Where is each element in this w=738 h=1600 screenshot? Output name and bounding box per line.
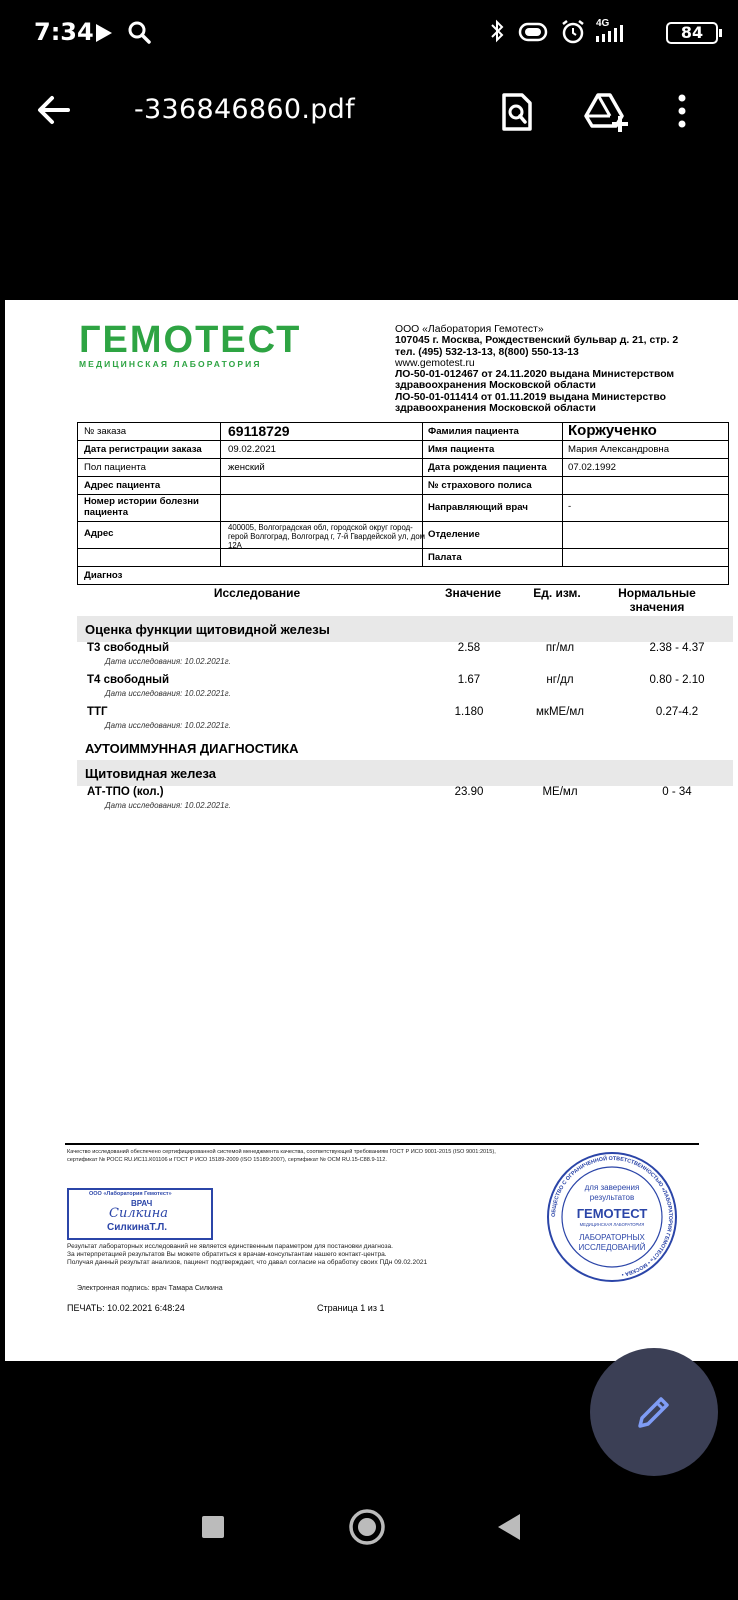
order-value: 69118729 bbox=[228, 423, 290, 439]
network-type: 4G bbox=[596, 18, 610, 29]
company-name: ООО «Лаборатория Гемотест» bbox=[395, 324, 544, 335]
result-name: АТ-ТПО (кол.) bbox=[87, 786, 164, 798]
seal-top: для заверения bbox=[584, 1183, 640, 1192]
edit-fab-button[interactable] bbox=[590, 1348, 718, 1476]
address-label: Адрес bbox=[84, 528, 114, 539]
electronic-signature: Электронная подпись: врач Тамара Силкина bbox=[77, 1285, 223, 1292]
diagnosis-label: Диагноз bbox=[84, 570, 123, 581]
header-study: Исследование bbox=[213, 586, 301, 600]
name-label: Имя пациента bbox=[428, 444, 495, 455]
search-status-icon bbox=[127, 20, 151, 44]
alarm-icon bbox=[560, 18, 586, 46]
section-thyroid bbox=[77, 760, 733, 786]
result-unit: МЕ/мл bbox=[542, 786, 578, 798]
vibrate-icon bbox=[516, 22, 550, 42]
info-row-reg bbox=[78, 441, 728, 459]
reg-date-value: 09.02.2021 bbox=[228, 444, 277, 455]
address-value: 400005, Волгоградская обл, городской округ город-герой Волгоград, Волгоград г, 7-й Гвардейской ул, дом 12А bbox=[228, 523, 426, 550]
result-row-t3 bbox=[77, 640, 727, 671]
disclaimer-line-2: За интерпретацией результатов Вы можете обратиться к врачам-консультантам нашего контакт-центра. bbox=[67, 1251, 387, 1258]
patient-info-table bbox=[77, 422, 729, 585]
seal-bottom1: ЛАБОРАТОРНЫХ bbox=[579, 1233, 645, 1242]
sex-value: женский bbox=[228, 462, 265, 473]
surname-label: Фамилия пациента bbox=[428, 426, 519, 437]
section-autoimmune bbox=[77, 735, 733, 761]
add-to-drive-icon[interactable] bbox=[584, 92, 630, 132]
info-row-order bbox=[78, 423, 728, 441]
footer-divider bbox=[65, 1143, 699, 1145]
result-value: 2.58 bbox=[457, 642, 481, 654]
page-number: Страница 1 из 1 bbox=[317, 1303, 385, 1313]
department-label: Отделение bbox=[428, 529, 480, 540]
result-date: Дата исследования: 10.02.2021г. bbox=[105, 689, 231, 698]
seal-name: ГЕМОТЕСТ bbox=[576, 1206, 648, 1221]
section-thyroid-function bbox=[77, 616, 733, 642]
disclaimer bbox=[67, 1243, 487, 1267]
history-label: Номер истории болезни пациента bbox=[84, 496, 199, 518]
result-name: Т4 свободный bbox=[87, 674, 170, 686]
quality-statement: Качество исследований обеспечено сертифицированной системой менеджмента качества, соответствующей требованиям ГОСТ Р ИСО 9001-2015 (ISO 9001:2015), сертификат № РОСС RU.ИС11.К01106 и ГОСТ Р ИСО 15189-2009 (ISO 15189:2007), сертификат № ОСМ RU.15-С88.9-112. bbox=[67, 1149, 496, 1163]
print-timestamp: ПЕЧАТЬ: 10.02.2021 6:48:24 bbox=[67, 1303, 185, 1313]
company-info bbox=[395, 324, 725, 414]
name-value: Мария Александровна bbox=[568, 444, 670, 455]
company-address: 107045 г. Москва, Рождественский бульвар д. 21, стр. 2 bbox=[395, 335, 679, 347]
battery-indicator: 84 bbox=[666, 22, 718, 44]
result-date: Дата исследования: 10.02.2021г. bbox=[105, 657, 231, 666]
header-value: Значение bbox=[444, 586, 502, 600]
ward-label: Палата bbox=[428, 552, 462, 563]
result-name: ТТГ bbox=[87, 706, 108, 718]
result-norm: 0.27-4.2 bbox=[655, 706, 699, 718]
disclaimer-line-1: Результат лабораторных исследований не является единственным параметром для постановки диагноза. bbox=[67, 1243, 394, 1250]
license-1a: ЛО-50-01-012467 от 24.11.2020 выдана Министерством bbox=[395, 369, 675, 381]
result-date: Дата исследования: 10.02.2021г. bbox=[105, 801, 231, 810]
back-arrow-icon[interactable] bbox=[36, 92, 72, 128]
media-play-icon bbox=[96, 24, 112, 42]
pdf-viewer-toolbar bbox=[0, 70, 738, 154]
info-row-history bbox=[78, 495, 728, 522]
seal-top2: результатов bbox=[589, 1193, 635, 1202]
company-phone: тел. (495) 532-13-13, 8(800) 550-13-13 bbox=[395, 346, 579, 358]
result-value: 1.180 bbox=[454, 706, 484, 718]
status-bar bbox=[0, 0, 738, 70]
status-time: 7:34 bbox=[34, 18, 94, 46]
bluetooth-icon bbox=[488, 18, 506, 44]
result-value: 1.67 bbox=[457, 674, 481, 686]
result-name: Т3 свободный bbox=[87, 642, 170, 654]
document-title: -336846860.pdf bbox=[134, 94, 355, 125]
result-value: 23.90 bbox=[454, 786, 484, 798]
home-button[interactable] bbox=[348, 1508, 386, 1546]
result-unit: нг/дл bbox=[546, 674, 574, 686]
info-row-ward bbox=[78, 549, 728, 567]
system-navigation-bar bbox=[0, 1490, 738, 1600]
license-2b: здравоохранения Московской области bbox=[395, 403, 596, 415]
more-options-icon[interactable] bbox=[674, 92, 690, 132]
stamp-role: ВРАЧ bbox=[131, 1199, 153, 1208]
result-norm: 0.80 - 2.10 bbox=[649, 674, 705, 686]
doctor-label: Направляющий врач bbox=[428, 502, 528, 513]
gemotest-logo bbox=[79, 319, 302, 369]
recent-apps-button[interactable] bbox=[202, 1516, 224, 1538]
birth-value: 07.02.1992 bbox=[568, 462, 617, 473]
logo-title: ГЕМОТЕСТ bbox=[79, 319, 302, 361]
signal-icon bbox=[594, 24, 628, 44]
back-button[interactable] bbox=[496, 1512, 522, 1542]
section-title: Щитовидная железа bbox=[85, 766, 217, 781]
stamp-org: ООО «Лаборатория Гемотест» bbox=[89, 1191, 172, 1197]
result-unit: пг/мл bbox=[545, 642, 575, 654]
result-row-t4 bbox=[77, 672, 727, 703]
order-label: № заказа bbox=[84, 426, 127, 437]
info-row-address-patient bbox=[78, 477, 728, 495]
doctor-value: - bbox=[568, 501, 572, 512]
seal-sub: МЕДИЦИНСКАЯ ЛАБОРАТОРИЯ bbox=[579, 1222, 645, 1227]
logo-subtitle: МЕДИЦИНСКАЯ ЛАБОРАТОРИЯ bbox=[79, 359, 262, 369]
surname-value: Коржученко bbox=[568, 422, 657, 439]
status-icons bbox=[488, 18, 718, 48]
reg-date-label: Дата регистрации заказа bbox=[84, 444, 202, 455]
result-row-ttg bbox=[77, 704, 727, 735]
result-norm: 2.38 - 4.37 bbox=[649, 642, 705, 654]
header-unit: Ед. изм. bbox=[533, 586, 581, 600]
doctor-stamp bbox=[67, 1188, 213, 1240]
stamp-doctor-name: СилкинаТ.Л. bbox=[107, 1222, 168, 1233]
seal-ring-text: ОБЩЕСТВО С ОГРАНИЧЕННОЙ ОТВЕТСТВЕННОСТЬЮ «ЛАБОРАТОРИЯ ГЕМОТЕСТ» • МОСКВА • bbox=[550, 1155, 674, 1278]
doctor-signature: Силкина bbox=[109, 1206, 169, 1221]
address-patient-label: Адрес пациента bbox=[84, 480, 161, 491]
info-row-sex bbox=[78, 459, 728, 477]
birth-label: Дата рождения пациента bbox=[428, 462, 547, 473]
seal-bottom2: ИССЛЕДОВАНИЙ bbox=[578, 1243, 646, 1252]
license-1b: здравоохранения Московской области bbox=[395, 380, 596, 392]
disclaimer-line-3: Получая данный результат анализов, пациент подтверждает, что давал согласие на обработку своих ПДн 09.02.2021 bbox=[67, 1259, 428, 1266]
result-unit: мкМЕ/мл bbox=[536, 706, 584, 718]
pencil-icon bbox=[634, 1392, 674, 1432]
insurance-label: № страхового полиса bbox=[428, 480, 532, 491]
info-row-address bbox=[78, 522, 728, 549]
company-site: www.gemotest.ru bbox=[395, 357, 475, 369]
pdf-page[interactable] bbox=[5, 300, 738, 1361]
header-norm: Нормальные значения bbox=[618, 586, 696, 614]
license-2a: ЛО-50-01-011414 от 01.11.2019 выдана Министерство bbox=[395, 391, 666, 403]
sex-label: Пол пациента bbox=[84, 462, 146, 473]
search-in-document-icon[interactable] bbox=[498, 92, 534, 132]
result-row-atpo bbox=[77, 784, 727, 815]
section-title: АУТОИММУННАЯ ДИАГНОСТИКА bbox=[85, 741, 299, 756]
section-title: Оценка функции щитовидной железы bbox=[85, 622, 330, 637]
result-norm: 0 - 34 bbox=[662, 786, 692, 798]
result-date: Дата исследования: 10.02.2021г. bbox=[105, 721, 231, 730]
lab-seal-stamp bbox=[545, 1150, 679, 1284]
